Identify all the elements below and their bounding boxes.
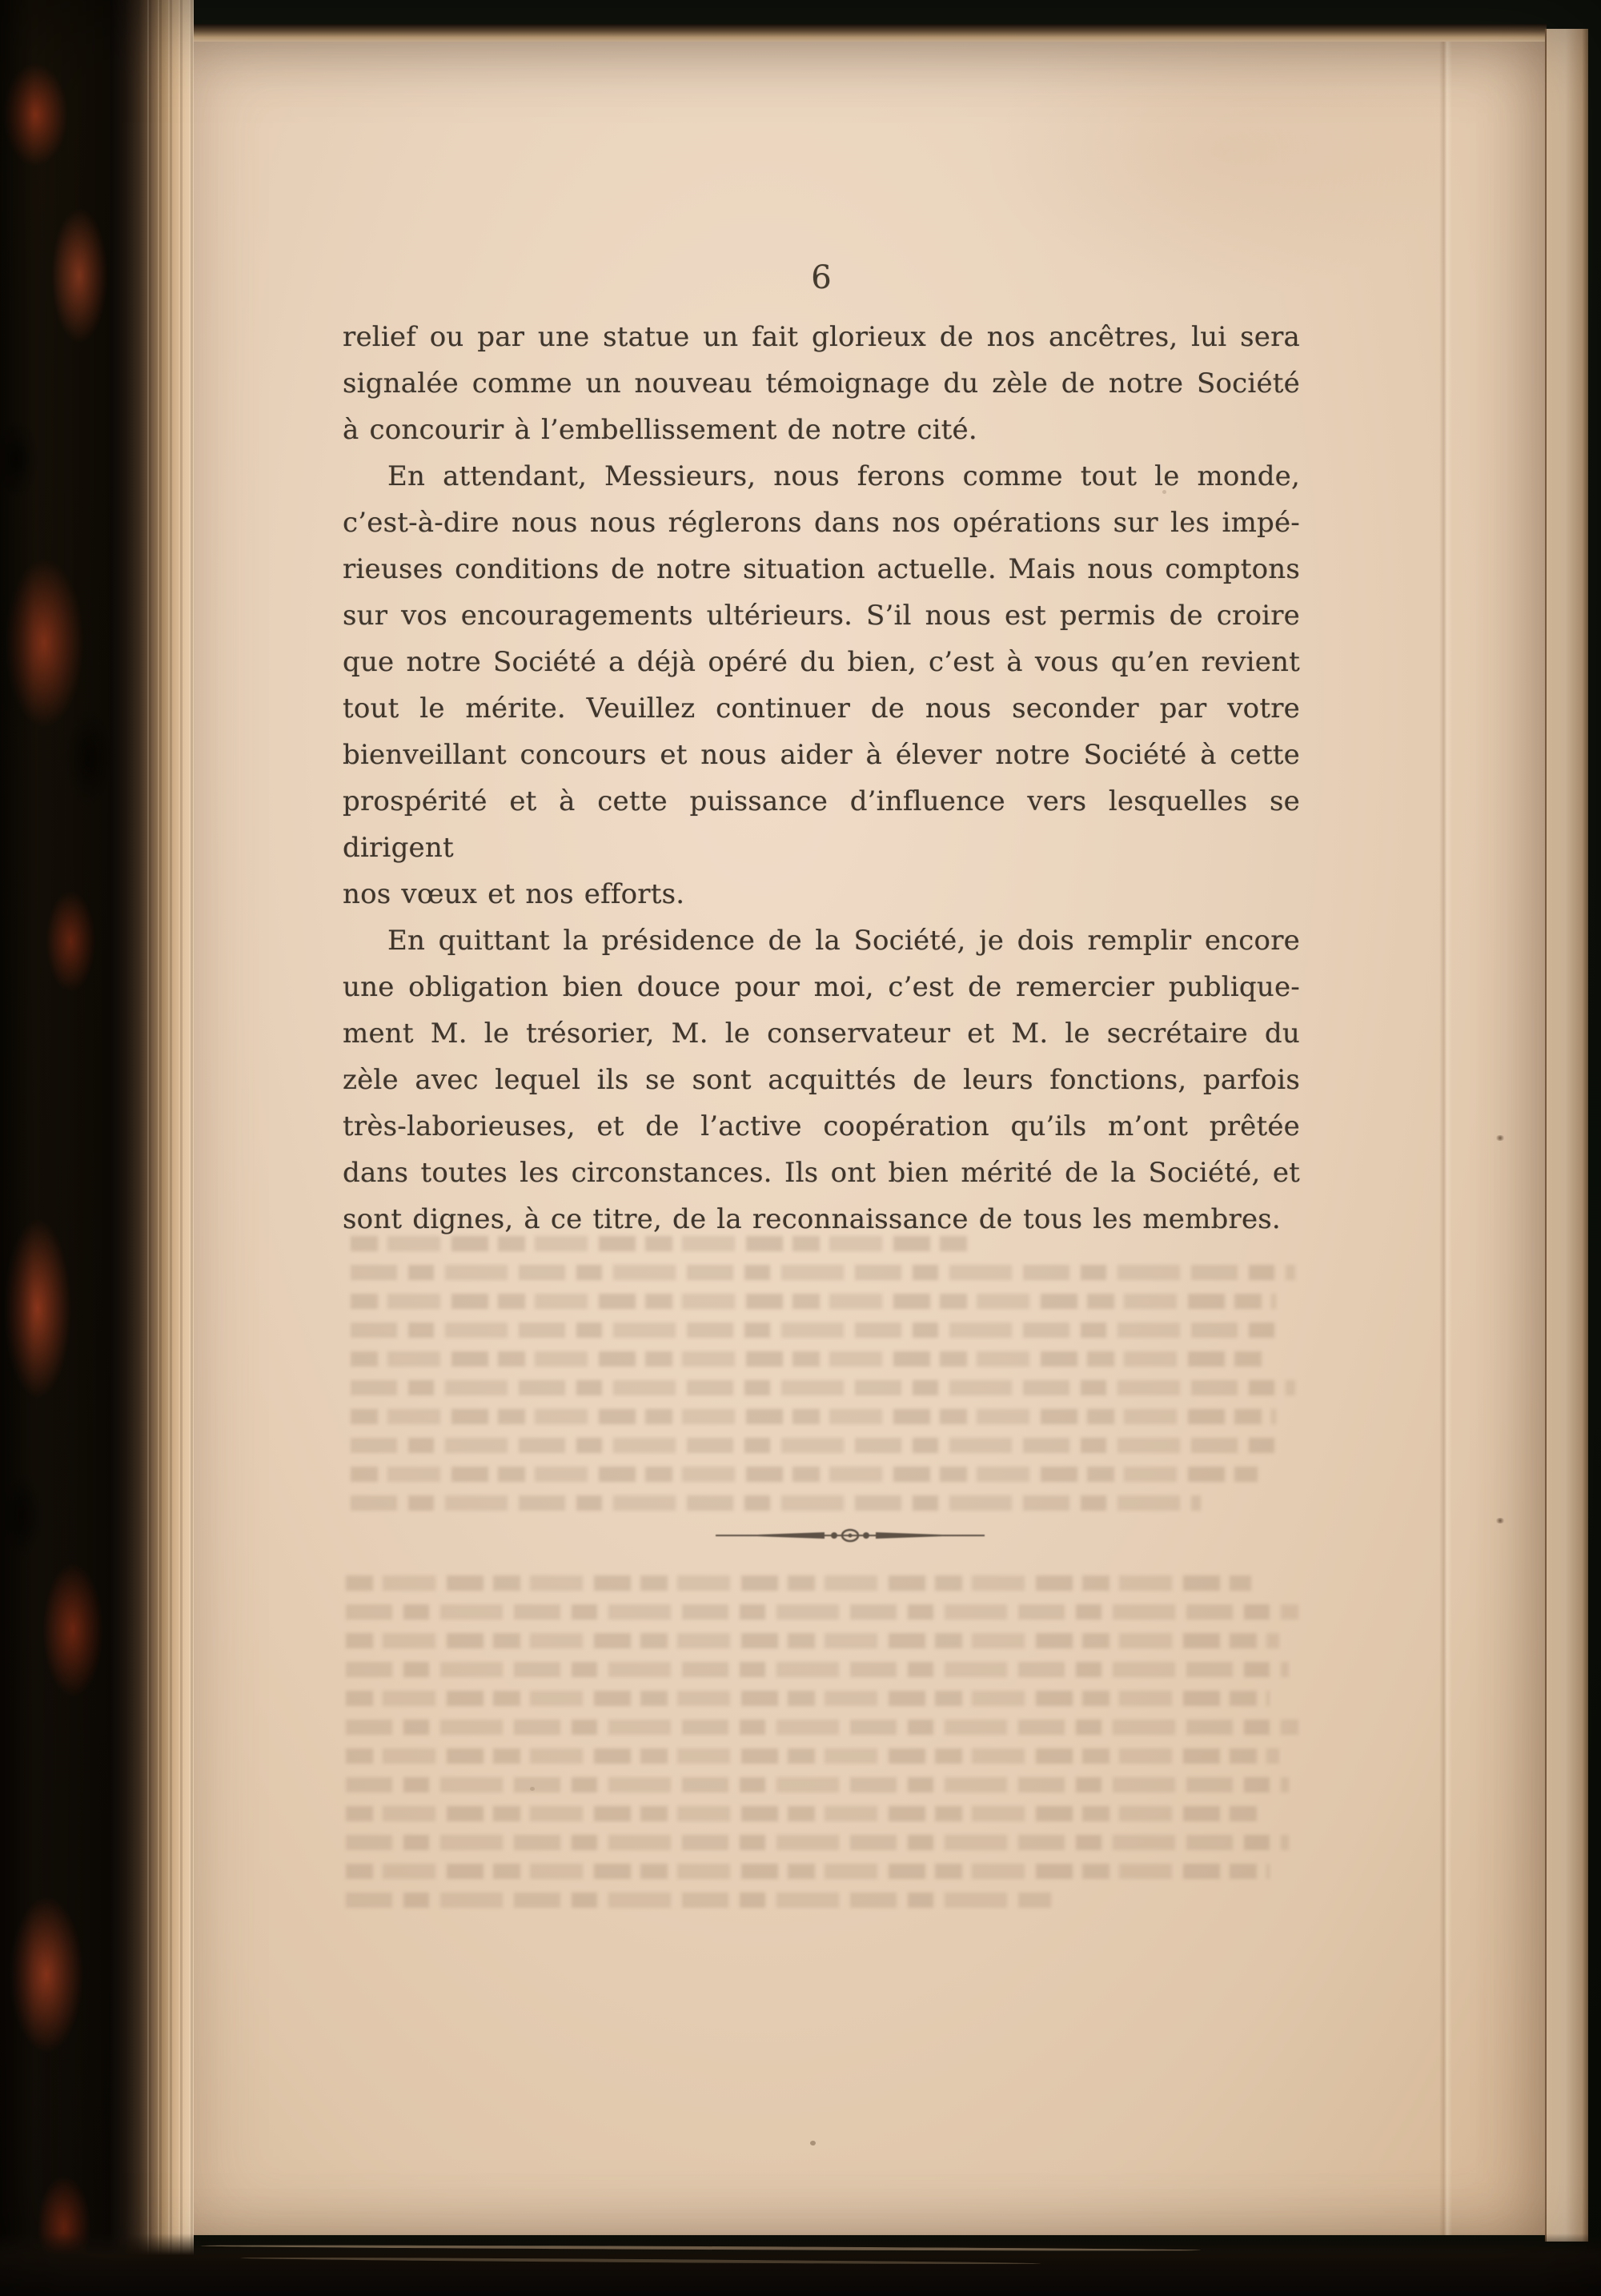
text-line: rieuses conditions de notre situation actuelle. Mais nous comptons (343, 553, 1300, 585)
bleed-through-line (351, 1438, 1286, 1453)
bleed-through-line (351, 1351, 1267, 1367)
paper-speck (530, 1787, 535, 1791)
sewing-mark (1495, 1135, 1505, 1141)
page-edge-right (1545, 29, 1588, 2242)
text-line: sont dignes, à ce titre, de la reconnaissance de tous les membres. (343, 1203, 1281, 1235)
bleed-through-line (346, 1604, 1298, 1620)
paper-speck (1162, 490, 1166, 494)
book-cover-marbled (0, 0, 110, 2296)
page-gutter (110, 0, 194, 2296)
page-edges-bottom (0, 2234, 1601, 2296)
text-line: une obligation bien douce pour moi, c’est de remercier publique- (343, 971, 1300, 1003)
cover-shading (0, 0, 110, 2296)
bleed-through-line (346, 1806, 1260, 1821)
text-line: ment M. le trésorier, M. le conservateur et M. le secrétaire du (343, 1018, 1300, 1050)
bleed-through-line (351, 1265, 1295, 1280)
text-line: En quittant la présidence de la Société, je dois remplir encore (387, 925, 1300, 957)
bleed-through-text-lower (346, 1575, 1298, 1921)
text-block (343, 314, 1300, 1242)
stacked-page-edges (147, 0, 194, 2296)
bleed-through-line (346, 1835, 1289, 1850)
page-crease (1439, 42, 1452, 2235)
bleed-through-text-upper (351, 1236, 1295, 1524)
bleed-through-line (351, 1380, 1295, 1395)
text-line: bienveillant concours et nous aider à élever notre Société à cette (343, 739, 1300, 771)
text-line: que notre Société a déjà opéré du bien, c’est à vous qu’en revient (343, 646, 1300, 678)
bleed-through-line (351, 1323, 1286, 1338)
bleed-through-line (351, 1467, 1258, 1482)
text-line: c’est-à-dire nous nous réglerons dans nos opérations sur les impé- (343, 507, 1300, 539)
text-line: sur vos encouragements ultérieurs. S’il nous est permis de croire (343, 600, 1300, 632)
bleed-through-line (346, 1893, 1051, 1908)
bleed-through-line (346, 1575, 1251, 1591)
text-line: En attendant, Messieurs, nous ferons comme tout le monde, (387, 460, 1300, 492)
bleed-through-line (346, 1720, 1298, 1735)
page-number: 6 (811, 259, 832, 296)
text-line: nos vœux et nos efforts. (343, 878, 685, 910)
page-edge-top (194, 24, 1547, 42)
bleed-through-line (346, 1777, 1289, 1792)
paper-speck (810, 2141, 816, 2145)
text-line: relief ou par une statue un fait glorieux de nos ancêtres, lui sera (343, 321, 1300, 353)
bleed-through-line (351, 1495, 1201, 1511)
text-line: très-laborieuses, et de l’active coopération qu’ils m’ont prêtée (343, 1110, 1300, 1142)
text-line: dans toutes les circonstances. Ils ont bien mérité de la Société, et (343, 1157, 1300, 1189)
bleed-through-line (346, 1864, 1270, 1879)
text-line: zèle avec lequel ils se sont acquittés de leurs fonctions, parfois (343, 1064, 1300, 1096)
bleed-through-line (346, 1691, 1270, 1706)
book-page (194, 42, 1545, 2235)
bleed-through-line (351, 1294, 1276, 1309)
bleed-through-line (351, 1409, 1276, 1424)
text-line: à concourir à l’embellissement de notre cité. (343, 414, 977, 446)
section-divider-ornament (712, 1527, 988, 1543)
sewing-mark (1495, 1518, 1505, 1523)
bleed-through-line (346, 1662, 1289, 1677)
text-line: tout le mérite. Veuillez continuer de nous seconder par votre (343, 692, 1300, 725)
bleed-through-line (346, 1748, 1279, 1764)
text-line: signalée comme un nouveau témoignage du zèle de notre Société (343, 367, 1300, 399)
bleed-through-line (351, 1236, 974, 1251)
bleed-through-line (346, 1633, 1279, 1648)
text-line: prospérité et à cette puissance d’influence vers lesquelles se dirigent (343, 785, 1300, 864)
